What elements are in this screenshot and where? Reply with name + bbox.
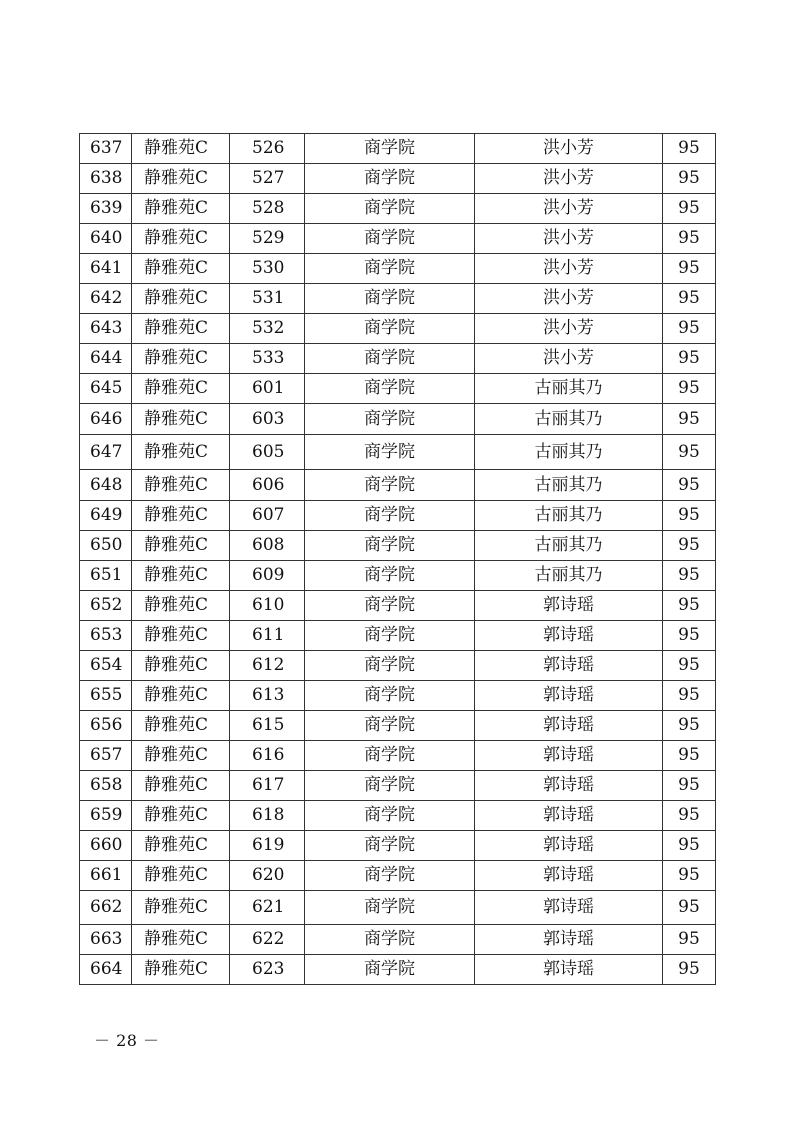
cell-score: 95	[663, 404, 716, 435]
cell-room: 615	[230, 711, 305, 741]
cell-room: 601	[230, 374, 305, 404]
cell-room: 605	[230, 435, 305, 470]
cell-college: 商学院	[305, 771, 475, 801]
cell-room: 606	[230, 470, 305, 501]
cell-building: 静雅苑C	[132, 955, 230, 985]
cell-room: 527	[230, 164, 305, 194]
cell-building: 静雅苑C	[132, 404, 230, 435]
cell-building: 静雅苑C	[132, 741, 230, 771]
cell-room: 608	[230, 531, 305, 561]
cell-counselor: 郭诗瑶	[475, 741, 663, 771]
cell-counselor: 郭诗瑶	[475, 801, 663, 831]
cell-number: 648	[80, 470, 132, 501]
cell-number: 657	[80, 741, 132, 771]
cell-college: 商学院	[305, 925, 475, 955]
cell-counselor: 洪小芳	[475, 254, 663, 284]
cell-building: 静雅苑C	[132, 561, 230, 591]
cell-number: 643	[80, 314, 132, 344]
cell-college: 商学院	[305, 404, 475, 435]
table-row	[80, 501, 716, 531]
cell-college: 商学院	[305, 314, 475, 344]
cell-number: 656	[80, 711, 132, 741]
cell-college: 商学院	[305, 591, 475, 621]
cell-number: 651	[80, 561, 132, 591]
cell-college: 商学院	[305, 194, 475, 224]
table-row	[80, 435, 716, 470]
cell-score: 95	[663, 254, 716, 284]
table-row	[80, 531, 716, 561]
cell-room: 618	[230, 801, 305, 831]
cell-room: 622	[230, 925, 305, 955]
table-row	[80, 925, 716, 955]
dormitory-score-table	[79, 133, 716, 985]
cell-number: 642	[80, 284, 132, 314]
cell-score: 95	[663, 591, 716, 621]
cell-college: 商学院	[305, 531, 475, 561]
cell-counselor: 郭诗瑶	[475, 955, 663, 985]
cell-score: 95	[663, 224, 716, 254]
table-row	[80, 314, 716, 344]
cell-number: 658	[80, 771, 132, 801]
cell-counselor: 郭诗瑶	[475, 591, 663, 621]
cell-number: 644	[80, 344, 132, 374]
cell-college: 商学院	[305, 470, 475, 501]
cell-building: 静雅苑C	[132, 194, 230, 224]
cell-room: 603	[230, 404, 305, 435]
cell-number: 638	[80, 164, 132, 194]
cell-number: 650	[80, 531, 132, 561]
table-row	[80, 681, 716, 711]
cell-college: 商学院	[305, 435, 475, 470]
cell-counselor: 洪小芳	[475, 344, 663, 374]
cell-college: 商学院	[305, 955, 475, 985]
cell-counselor: 古丽其乃	[475, 374, 663, 404]
cell-room: 533	[230, 344, 305, 374]
cell-number: 639	[80, 194, 132, 224]
cell-counselor: 郭诗瑶	[475, 891, 663, 925]
cell-building: 静雅苑C	[132, 801, 230, 831]
cell-counselor: 古丽其乃	[475, 404, 663, 435]
cell-score: 95	[663, 771, 716, 801]
cell-building: 静雅苑C	[132, 531, 230, 561]
cell-building: 静雅苑C	[132, 501, 230, 531]
cell-room: 610	[230, 591, 305, 621]
cell-building: 静雅苑C	[132, 771, 230, 801]
cell-building: 静雅苑C	[132, 831, 230, 861]
cell-score: 95	[663, 651, 716, 681]
cell-building: 静雅苑C	[132, 314, 230, 344]
table-row	[80, 164, 716, 194]
table-row	[80, 621, 716, 651]
cell-room: 620	[230, 861, 305, 891]
cell-building: 静雅苑C	[132, 435, 230, 470]
cell-room: 528	[230, 194, 305, 224]
cell-score: 95	[663, 861, 716, 891]
cell-college: 商学院	[305, 254, 475, 284]
cell-room: 611	[230, 621, 305, 651]
table-row	[80, 561, 716, 591]
table-row	[80, 194, 716, 224]
cell-college: 商学院	[305, 561, 475, 591]
cell-score: 95	[663, 711, 716, 741]
cell-college: 商学院	[305, 284, 475, 314]
cell-building: 静雅苑C	[132, 681, 230, 711]
cell-number: 645	[80, 374, 132, 404]
cell-room: 617	[230, 771, 305, 801]
table-row	[80, 831, 716, 861]
cell-score: 95	[663, 374, 716, 404]
cell-score: 95	[663, 891, 716, 925]
cell-number: 640	[80, 224, 132, 254]
cell-college: 商学院	[305, 344, 475, 374]
cell-score: 95	[663, 831, 716, 861]
table-row	[80, 404, 716, 435]
cell-room: 612	[230, 651, 305, 681]
page-number: － 28 －	[94, 1031, 160, 1050]
cell-counselor: 郭诗瑶	[475, 831, 663, 861]
cell-building: 静雅苑C	[132, 374, 230, 404]
table-row	[80, 955, 716, 985]
cell-number: 637	[80, 134, 132, 164]
cell-college: 商学院	[305, 621, 475, 651]
cell-score: 95	[663, 134, 716, 164]
cell-college: 商学院	[305, 891, 475, 925]
cell-score: 95	[663, 470, 716, 501]
table-row	[80, 224, 716, 254]
cell-number: 652	[80, 591, 132, 621]
cell-score: 95	[663, 344, 716, 374]
table-row	[80, 374, 716, 404]
cell-score: 95	[663, 501, 716, 531]
cell-score: 95	[663, 561, 716, 591]
cell-score: 95	[663, 955, 716, 985]
cell-counselor: 洪小芳	[475, 284, 663, 314]
cell-score: 95	[663, 164, 716, 194]
cell-building: 静雅苑C	[132, 134, 230, 164]
cell-building: 静雅苑C	[132, 284, 230, 314]
cell-score: 95	[663, 741, 716, 771]
table-row	[80, 801, 716, 831]
cell-score: 95	[663, 531, 716, 561]
cell-counselor: 郭诗瑶	[475, 861, 663, 891]
cell-building: 静雅苑C	[132, 470, 230, 501]
cell-college: 商学院	[305, 741, 475, 771]
cell-college: 商学院	[305, 501, 475, 531]
cell-counselor: 郭诗瑶	[475, 621, 663, 651]
table-row	[80, 891, 716, 925]
cell-building: 静雅苑C	[132, 344, 230, 374]
table-row	[80, 861, 716, 891]
cell-number: 655	[80, 681, 132, 711]
cell-room: 530	[230, 254, 305, 284]
cell-number: 661	[80, 861, 132, 891]
cell-room: 609	[230, 561, 305, 591]
cell-counselor: 古丽其乃	[475, 470, 663, 501]
cell-building: 静雅苑C	[132, 164, 230, 194]
cell-building: 静雅苑C	[132, 891, 230, 925]
cell-counselor: 洪小芳	[475, 194, 663, 224]
cell-number: 649	[80, 501, 132, 531]
cell-counselor: 古丽其乃	[475, 501, 663, 531]
cell-room: 526	[230, 134, 305, 164]
table-row	[80, 651, 716, 681]
cell-room: 529	[230, 224, 305, 254]
cell-room: 532	[230, 314, 305, 344]
cell-number: 664	[80, 955, 132, 985]
cell-number: 663	[80, 925, 132, 955]
table-row	[80, 591, 716, 621]
cell-building: 静雅苑C	[132, 591, 230, 621]
cell-room: 607	[230, 501, 305, 531]
table-row	[80, 741, 716, 771]
cell-building: 静雅苑C	[132, 621, 230, 651]
cell-number: 653	[80, 621, 132, 651]
cell-score: 95	[663, 194, 716, 224]
cell-number: 647	[80, 435, 132, 470]
table-row	[80, 344, 716, 374]
table-row	[80, 470, 716, 501]
cell-college: 商学院	[305, 711, 475, 741]
cell-room: 613	[230, 681, 305, 711]
table-row	[80, 771, 716, 801]
cell-score: 95	[663, 621, 716, 651]
cell-number: 662	[80, 891, 132, 925]
cell-number: 654	[80, 651, 132, 681]
cell-counselor: 洪小芳	[475, 224, 663, 254]
cell-college: 商学院	[305, 681, 475, 711]
cell-building: 静雅苑C	[132, 224, 230, 254]
cell-college: 商学院	[305, 831, 475, 861]
cell-college: 商学院	[305, 374, 475, 404]
cell-building: 静雅苑C	[132, 711, 230, 741]
cell-counselor: 古丽其乃	[475, 531, 663, 561]
table-row	[80, 134, 716, 164]
cell-counselor: 古丽其乃	[475, 561, 663, 591]
cell-building: 静雅苑C	[132, 254, 230, 284]
cell-counselor: 郭诗瑶	[475, 771, 663, 801]
cell-counselor: 郭诗瑶	[475, 651, 663, 681]
cell-college: 商学院	[305, 164, 475, 194]
cell-counselor: 古丽其乃	[475, 435, 663, 470]
table-row	[80, 711, 716, 741]
cell-counselor: 郭诗瑶	[475, 681, 663, 711]
cell-college: 商学院	[305, 224, 475, 254]
cell-score: 95	[663, 284, 716, 314]
cell-college: 商学院	[305, 801, 475, 831]
cell-room: 616	[230, 741, 305, 771]
cell-counselor: 郭诗瑶	[475, 925, 663, 955]
cell-room: 623	[230, 955, 305, 985]
cell-score: 95	[663, 801, 716, 831]
cell-number: 646	[80, 404, 132, 435]
cell-number: 659	[80, 801, 132, 831]
cell-number: 660	[80, 831, 132, 861]
cell-score: 95	[663, 435, 716, 470]
cell-score: 95	[663, 681, 716, 711]
cell-room: 621	[230, 891, 305, 925]
cell-building: 静雅苑C	[132, 925, 230, 955]
cell-score: 95	[663, 925, 716, 955]
table-row	[80, 254, 716, 284]
cell-building: 静雅苑C	[132, 861, 230, 891]
cell-room: 619	[230, 831, 305, 861]
cell-building: 静雅苑C	[132, 651, 230, 681]
cell-score: 95	[663, 314, 716, 344]
cell-counselor: 洪小芳	[475, 314, 663, 344]
cell-college: 商学院	[305, 861, 475, 891]
cell-room: 531	[230, 284, 305, 314]
cell-counselor: 洪小芳	[475, 164, 663, 194]
cell-college: 商学院	[305, 134, 475, 164]
table-row	[80, 284, 716, 314]
table-body	[80, 134, 716, 985]
cell-counselor: 洪小芳	[475, 134, 663, 164]
cell-number: 641	[80, 254, 132, 284]
cell-college: 商学院	[305, 651, 475, 681]
cell-counselor: 郭诗瑶	[475, 711, 663, 741]
